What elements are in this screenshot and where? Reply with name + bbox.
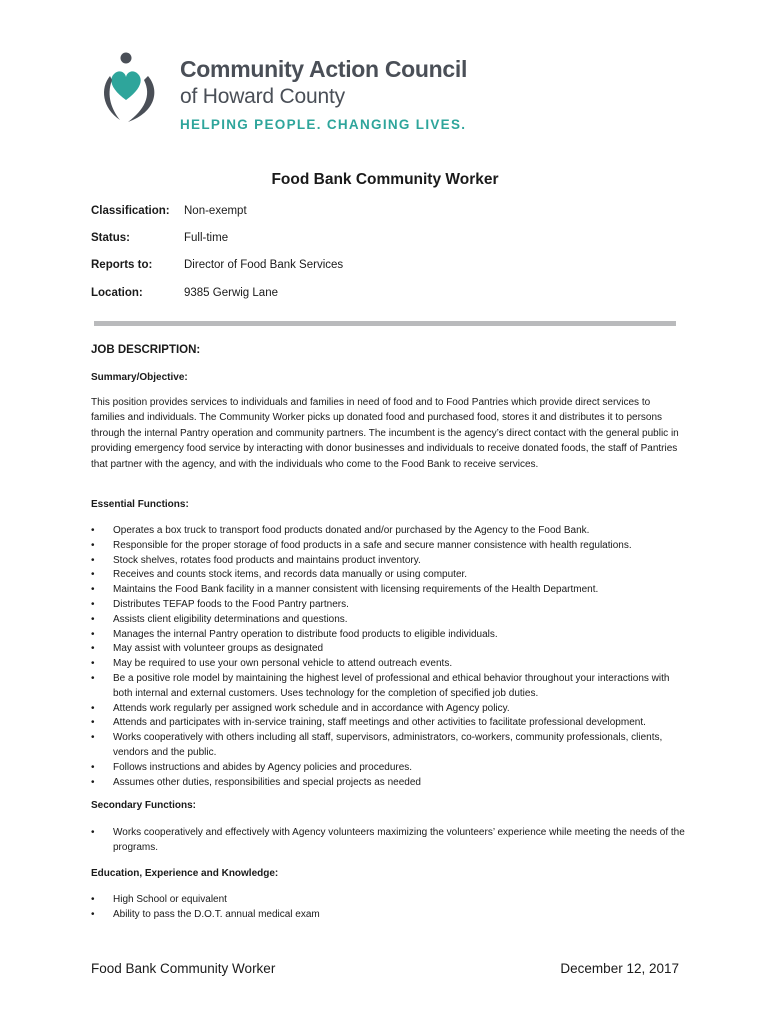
essential-functions-list bbox=[91, 524, 691, 790]
list-item bbox=[91, 657, 691, 672]
list-item-text: High School or equivalent bbox=[113, 894, 227, 905]
list-item bbox=[91, 731, 691, 761]
bullet-icon: • bbox=[91, 827, 95, 838]
list-item bbox=[91, 568, 691, 583]
footer-date: December 12, 2017 bbox=[560, 961, 679, 976]
bullet-icon: • bbox=[91, 761, 95, 773]
bullet-icon: • bbox=[91, 643, 95, 655]
list-item bbox=[91, 642, 691, 657]
list-item bbox=[91, 716, 691, 731]
list-item-text: Ability to pass the D.O.T. annual medical exam bbox=[113, 908, 320, 920]
meta-label: Reports to: bbox=[91, 259, 153, 271]
list-item bbox=[91, 554, 691, 569]
summary-paragraph: This position provides services to individuals and families in need of food and to Food Pantries which provide direct services to families and individuals. The Community Worker picks up donated food and purchased food, stores it and distributes it to persons through the internal Pantry operation and community partners. The incumbent is the agency’s direct contact with the general public in providing emergency food service by interacting with donor businesses and individuals to receive donated foods, the staff of Pantries that partner with the agency, and with the individuals who come to the Food Bank to receive services. bbox=[91, 397, 679, 470]
list-item-text: Receives and counts stock items, and records data manually or using computer. bbox=[113, 569, 468, 581]
meta-value: Non-exempt bbox=[184, 205, 247, 217]
meta-value: Director of Food Bank Services bbox=[184, 259, 344, 271]
meta-value: Full-time bbox=[184, 232, 229, 244]
meta-label: Location: bbox=[91, 287, 143, 299]
list-item bbox=[91, 702, 691, 717]
job-description-heading: JOB DESCRIPTION: bbox=[91, 344, 201, 356]
list-item bbox=[91, 908, 691, 923]
bullet-icon: • bbox=[91, 613, 95, 625]
secondary-functions-list bbox=[91, 826, 691, 856]
list-item-text: Operates a box truck to transport food products donated and/or purchased by the Agency to the Food Bank. bbox=[113, 525, 590, 536]
list-item-text: Be a positive role model by maintaining the highest level of professional and ethical behavior throughout your interactions with both internal and external customers. Uses technology for the completion of specified job duties. bbox=[113, 672, 670, 699]
list-item-text: Distributes TEFAP foods to the Food Pantry partners. bbox=[113, 598, 349, 610]
list-item bbox=[91, 583, 691, 598]
list-item bbox=[91, 613, 691, 628]
bullet-icon: • bbox=[91, 908, 95, 920]
bullet-icon: • bbox=[91, 732, 95, 744]
list-item bbox=[91, 826, 691, 856]
list-item-text: Responsible for the proper storage of food products in a safe and secure manner consistence with health regulations. bbox=[113, 539, 632, 551]
summary-heading: Summary/Objective: bbox=[91, 372, 188, 383]
meta-value: 9385 Gerwig Lane bbox=[184, 287, 278, 299]
meta-label: Status: bbox=[91, 232, 130, 244]
list-item-text: Manages the internal Pantry operation to distribute food products to eligible individuals. bbox=[113, 628, 498, 640]
bullet-icon: • bbox=[91, 539, 95, 551]
list-item-text: Maintains the Food Bank facility in a manner consistent with licensing requirements of the Health Department. bbox=[113, 584, 599, 596]
list-item bbox=[91, 628, 691, 643]
list-item-text: Works cooperatively with others including all staff, supervisors, administrators, co-workers, community professionals, clients, vendors and the public. bbox=[113, 732, 663, 758]
footer-document-name: Food Bank Community Worker bbox=[91, 961, 276, 976]
bullet-icon: • bbox=[91, 598, 95, 610]
heart-hands-icon bbox=[98, 50, 178, 140]
list-item-text: Assumes other duties, responsibilities and special projects as needed bbox=[113, 776, 421, 788]
bullet-icon: • bbox=[91, 894, 95, 905]
logo-tagline: HELPING PEOPLE. CHANGING LIVES. bbox=[180, 117, 467, 132]
list-item-text: Works cooperatively and effectively with Agency volunteers maximizing the volunteers’ experience while meeting the needs of the programs. bbox=[113, 827, 685, 853]
list-item bbox=[91, 598, 691, 613]
bullet-icon: • bbox=[91, 554, 95, 566]
list-item-text: Stock shelves, rotates food products and maintains product inventory. bbox=[113, 554, 421, 566]
bullet-icon: • bbox=[91, 702, 95, 714]
bullet-icon: • bbox=[91, 569, 95, 581]
list-item bbox=[91, 539, 691, 554]
organization-logo bbox=[98, 50, 478, 140]
bullet-icon: • bbox=[91, 628, 95, 640]
education-heading: Education, Experience and Knowledge: bbox=[91, 868, 279, 879]
list-item-text: May assist with volunteer groups as designated bbox=[113, 643, 324, 655]
essential-functions-heading: Essential Functions: bbox=[91, 499, 189, 510]
meta-label: Classification: bbox=[91, 205, 170, 217]
list-item bbox=[91, 761, 691, 776]
list-item bbox=[91, 672, 691, 702]
bullet-icon: • bbox=[91, 672, 95, 684]
bullet-icon: • bbox=[91, 584, 95, 596]
bullet-icon: • bbox=[91, 525, 95, 536]
list-item bbox=[91, 524, 691, 539]
list-item-text: Assists client eligibility determinations and questions. bbox=[113, 613, 348, 625]
education-list bbox=[91, 893, 691, 923]
list-item-text: Follows instructions and abides by Agency policies and procedures. bbox=[113, 761, 413, 773]
logo-name-line2: of Howard County bbox=[180, 85, 345, 108]
document-title: Food Bank Community Worker bbox=[271, 171, 499, 188]
logo-name-line1: Community Action Council bbox=[180, 56, 468, 82]
list-item bbox=[91, 776, 691, 791]
list-item bbox=[91, 893, 691, 908]
bullet-icon: • bbox=[91, 776, 95, 788]
bullet-icon: • bbox=[91, 717, 95, 729]
list-item-text: Attends and participates with in-service training, staff meetings and other activities to facilitate professional development. bbox=[113, 717, 646, 729]
section-divider bbox=[94, 321, 676, 326]
list-item-text: Attends work regularly per assigned work schedule and in accordance with Agency policy. bbox=[113, 702, 510, 714]
secondary-functions-heading: Secondary Functions: bbox=[91, 800, 197, 811]
list-item-text: May be required to use your own personal vehicle to attend outreach events. bbox=[113, 658, 453, 670]
bullet-icon: • bbox=[91, 658, 95, 670]
